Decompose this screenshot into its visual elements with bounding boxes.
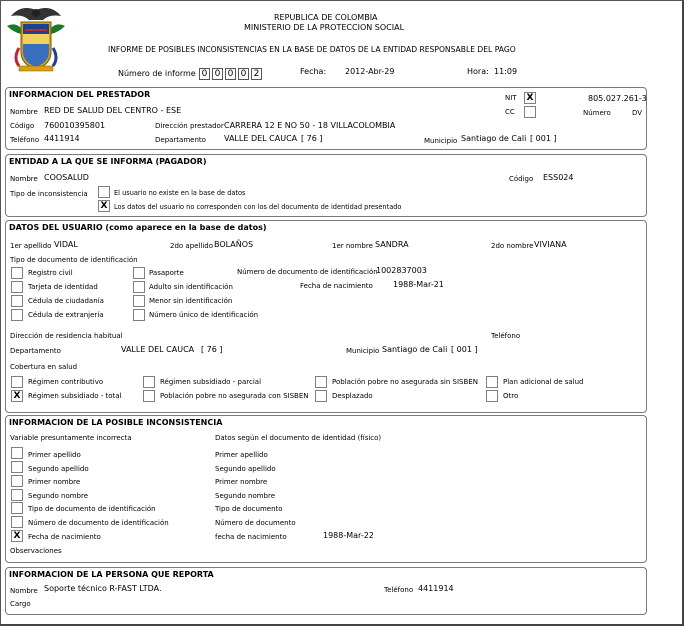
observations-label: Observaciones: [10, 547, 62, 555]
coverage-subsidiado-parcial-label: Régimen subsidiado - parcial: [160, 378, 262, 386]
provider-code-value: 760010395801: [44, 121, 106, 130]
var-numero-documento-checkbox[interactable]: [11, 516, 23, 528]
var-segundo-apellido-label: Segundo apellido: [28, 465, 89, 473]
report-number-digit: 0: [225, 68, 236, 80]
doc-pasaporte-label: Pasaporte: [149, 269, 184, 277]
coverage-label: Cobertura en salud: [10, 363, 78, 371]
coverage-otro-checkbox[interactable]: [486, 390, 498, 402]
date-label: Fecha:: [300, 67, 327, 76]
option-user-not-exists-checkbox[interactable]: [98, 186, 110, 198]
provider-name-value: RED DE SALUD DEL CENTRO - ESE: [44, 106, 182, 115]
entity-code-value: ESS024: [543, 173, 574, 182]
coverage-pobre-sin-sisben-checkbox[interactable]: [315, 376, 327, 388]
provider-municipio-code: [ 001 ]: [530, 134, 557, 143]
coverage-subsidiado-parcial-checkbox[interactable]: [143, 376, 155, 388]
numero-label: Número: [583, 109, 611, 117]
user-municipio-code: [ 001 ]: [451, 345, 478, 354]
nombre2-label: 2do nombre: [491, 242, 534, 250]
user-phone-label: Teléfono: [491, 332, 521, 340]
coverage-plan-adicional-label: Plan adicional de salud: [503, 378, 584, 386]
user-dept-code: [ 76 ]: [201, 345, 223, 354]
var-numero-documento-label: Número de documento de identificación: [28, 519, 169, 527]
var-primer-apellido-checkbox[interactable]: [11, 447, 23, 459]
nit-label: NIT: [505, 94, 517, 102]
provider-municipio-label: Municipio: [424, 137, 458, 145]
option-data-mismatch-label: Los datos del usuario no corresponden con los del documento de identidad presentado: [114, 203, 402, 211]
nit-value: 805.027.261-3: [588, 94, 647, 103]
coverage-contributivo-label: Régimen contributivo: [28, 378, 104, 386]
doc-adulto-sin-id-checkbox[interactable]: [133, 281, 145, 293]
doc-primer-nombre-label: Primer nombre: [215, 478, 268, 486]
apellido1-label: 1er apellido: [10, 242, 52, 250]
birth-date-value: 1988-Mar-21: [393, 280, 444, 289]
coverage-desplazado-checkbox[interactable]: [315, 390, 327, 402]
user-section-title: DATOS DEL USUARIO (como aparece en la base de datos): [9, 223, 267, 232]
report-number-digit: 0: [238, 68, 249, 80]
coverage-desplazado-label: Desplazado: [332, 392, 373, 400]
nombre1-label: 1er nombre: [332, 242, 373, 250]
doc-tarjeta-identidad-label: Tarjeta de identidad: [28, 283, 98, 291]
doc-menor-sin-id-checkbox[interactable]: [133, 295, 145, 307]
reporter-role-label: Cargo: [10, 600, 31, 608]
var-primer-nombre-label: Primer nombre: [28, 478, 81, 486]
doc-cedula-extranjeria-checkbox[interactable]: [11, 309, 23, 321]
entity-name-value: COOSALUD: [44, 173, 89, 182]
doc-tipo-documento-label: Tipo de documento: [215, 505, 283, 513]
apellido2-value: BOLAÑOS: [214, 240, 254, 249]
doc-type-label: Tipo de documento de identificación: [10, 256, 138, 264]
doc-fecha-nacimiento-label: fecha de nacimiento: [215, 533, 287, 541]
provider-dept-label: Departamento: [155, 136, 206, 144]
reporter-name-value: Soporte técnico R-FAST LTDA.: [44, 584, 162, 593]
option-data-mismatch-checkbox[interactable]: X: [98, 200, 110, 212]
var-primer-nombre-checkbox[interactable]: [11, 475, 23, 487]
cc-checkbox[interactable]: [524, 106, 536, 118]
coverage-pobre-con-sisben-checkbox[interactable]: [143, 390, 155, 402]
document-data-column-header: Datos según el documento de identidad (físico): [215, 434, 382, 442]
coverage-contributivo-checkbox[interactable]: [11, 376, 23, 388]
doc-cedula-ciudadania-label: Cédula de ciudadanía: [28, 297, 104, 305]
report-number-digit: 0: [199, 68, 210, 80]
country-title: REPUBLICA DE COLOMBIA: [274, 13, 378, 22]
nit-checkbox[interactable]: X: [524, 92, 536, 104]
cc-label: CC: [505, 108, 515, 116]
provider-address-value: CARRERA 12 E NO 50 - 18 VILLACOLOMBIA: [224, 121, 396, 130]
provider-name-label: Nombre: [10, 108, 38, 116]
provider-section-title: INFORMACION DEL PRESTADOR: [9, 90, 151, 99]
inconsistency-section-title: INFORMACION DE LA POSIBLE INCONSISTENCIA: [9, 418, 223, 427]
address-label: Dirección de residencia habitual: [10, 332, 123, 340]
var-primer-apellido-label: Primer apellido: [28, 451, 81, 459]
report-number-label: Número de informe: [118, 69, 196, 78]
doc-tarjeta-identidad-checkbox[interactable]: [11, 281, 23, 293]
time-value: 11:09: [494, 67, 518, 76]
dv-label: DV: [632, 109, 643, 117]
var-fecha-nacimiento-checkbox[interactable]: X: [11, 530, 23, 542]
user-dept-value: VALLE DEL CAUCA: [121, 345, 195, 354]
coat-of-arms-logo: [5, 4, 67, 74]
doc-cedula-extranjeria-label: Cédula de extranjería: [28, 311, 104, 319]
provider-dept-value: VALLE DEL CAUCA: [224, 134, 298, 143]
var-tipo-documento-label: Tipo de documento de identificación: [28, 505, 156, 513]
inconsistency-type-label: Tipo de inconsistencia: [10, 190, 88, 198]
entity-section-title: ENTIDAD A LA QUE SE INFORMA (PAGADOR): [9, 157, 207, 166]
coverage-pobre-con-sisben-label: Población pobre no asegurada con SISBEN: [160, 392, 309, 400]
provider-code-label: Código: [10, 122, 35, 130]
doc-segundo-nombre-label: Segundo nombre: [215, 492, 276, 500]
ministry-title: MINISTERIO DE LA PROTECCION SOCIAL: [244, 23, 405, 32]
date-value: 2012-Abr-29: [345, 67, 395, 76]
var-fecha-nacimiento-label: Fecha de nacimiento: [28, 533, 101, 541]
reporter-section-title: INFORMACION DE LA PERSONA QUE REPORTA: [9, 570, 214, 579]
doc-registro-civil-label: Registro civil: [28, 269, 73, 277]
time-label: Hora:: [467, 67, 489, 76]
provider-phone-label: Teléfono: [10, 136, 40, 144]
report-number-digit: 0: [212, 68, 223, 80]
doc-number-label: Número de documento de identificación: [237, 268, 378, 276]
doc-menor-sin-id-label: Menor sin identificación: [149, 297, 233, 305]
user-municipio-value: Santiago de Cali: [382, 345, 448, 354]
var-segundo-apellido-checkbox[interactable]: [11, 461, 23, 473]
report-number-digit: 2: [251, 68, 262, 80]
doc-numero-unico-label: Número único de identificación: [149, 311, 259, 319]
provider-address-label: Dirección prestador: [155, 122, 224, 130]
entity-name-label: Nombre: [10, 175, 38, 183]
coverage-otro-label: Otro: [503, 392, 519, 400]
birth-date-label: Fecha de nacimiento: [300, 282, 373, 290]
user-municipio-label: Municipio: [346, 347, 380, 355]
doc-adulto-sin-id-label: Adulto sin identificación: [149, 283, 233, 291]
coverage-plan-adicional-checkbox[interactable]: [486, 376, 498, 388]
doc-fecha-nacimiento-value: 1988-Mar-22: [323, 531, 374, 540]
doc-pasaporte-checkbox[interactable]: [133, 267, 145, 279]
var-segundo-nombre-label: Segundo nombre: [28, 492, 89, 500]
apellido2-label: 2do apellido: [170, 242, 214, 250]
doc-primer-apellido-label: Primer apellido: [215, 451, 268, 459]
var-tipo-documento-checkbox[interactable]: [11, 502, 23, 514]
doc-segundo-apellido-label: Segundo apellido: [215, 465, 276, 473]
reporter-name-label: Nombre: [10, 587, 38, 595]
option-user-not-exists-label: El usuario no existe en la base de datos: [114, 189, 246, 197]
var-segundo-nombre-checkbox[interactable]: [11, 489, 23, 501]
variable-column-header: Variable presuntamente incorrecta: [10, 434, 132, 442]
doc-registro-civil-checkbox[interactable]: [11, 267, 23, 279]
user-dept-label: Departamento: [10, 347, 61, 355]
doc-numero-unico-checkbox[interactable]: [133, 309, 145, 321]
coverage-subsidiado-total-label: Régimen subsidiado - total: [28, 392, 122, 400]
coverage-pobre-sin-sisben-label: Población pobre no asegurada sin SISBEN: [332, 378, 478, 386]
doc-number-value: 1002837003: [376, 266, 427, 275]
nombre2-value: VIVIANA: [534, 240, 567, 249]
nombre1-value: SANDRA: [375, 240, 409, 249]
coverage-subsidiado-total-checkbox[interactable]: X: [11, 390, 23, 402]
reporter-phone-label: Teléfono: [384, 586, 414, 594]
doc-numero-documento-label: Número de documento: [215, 519, 296, 527]
provider-municipio-value: Santiago de Cali: [461, 134, 527, 143]
entity-code-label: Código: [509, 175, 534, 183]
doc-cedula-ciudadania-checkbox[interactable]: [11, 295, 23, 307]
provider-phone-value: 4411914: [44, 134, 80, 143]
apellido1-value: VIDAL: [54, 240, 78, 249]
reporter-phone-value: 4411914: [418, 584, 454, 593]
provider-dept-code: [ 76 ]: [301, 134, 323, 143]
report-title: INFORME DE POSIBLES INCONSISTENCIAS EN LA BASE DE DATOS DE LA ENTIDAD RESPONSABLE DEL PAGO: [108, 45, 516, 54]
